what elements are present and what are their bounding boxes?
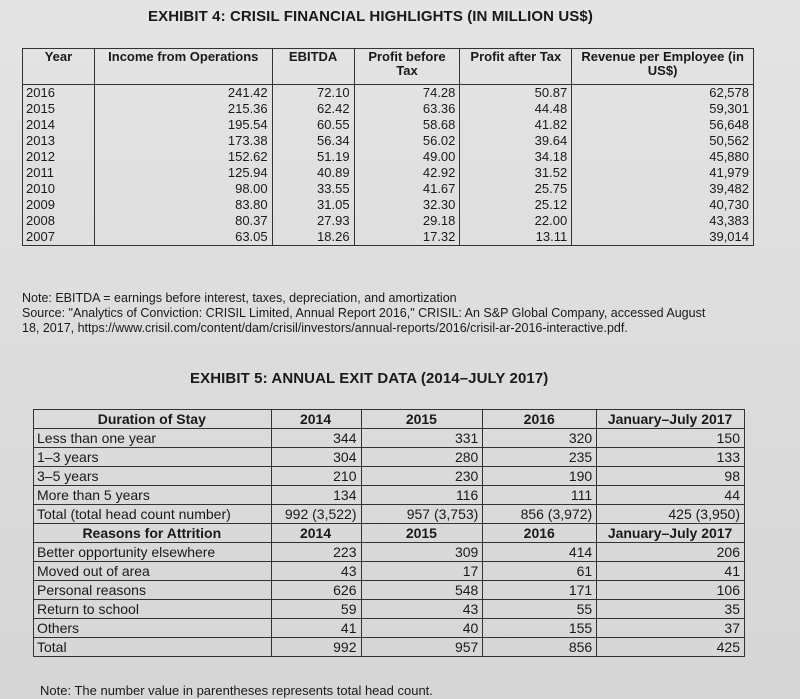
table-header-row [23, 49, 754, 85]
table-cell: 56.34 [272, 133, 354, 149]
table-cell: 34.18 [460, 149, 572, 165]
table-cell: 210 [271, 467, 361, 486]
table-cell: 155 [483, 619, 597, 638]
table-cell: 29.18 [354, 213, 460, 229]
table-cell: 230 [361, 467, 483, 486]
table-cell: 13.11 [460, 229, 572, 246]
source-note-line2: 18, 2017, https://www.crisil.com/content/dam/crisil/investors/annual-reports/2016/crisil-ar-2016-interactive.pdf. [22, 321, 628, 335]
table-cell: 150 [597, 429, 745, 448]
table-cell: 2016 [483, 410, 597, 429]
table-cell: 61 [483, 562, 597, 581]
table-cell: 56.02 [354, 133, 460, 149]
table-cell: 3–5 years [34, 467, 272, 486]
table-cell: 56,648 [572, 117, 754, 133]
table-cell: 80.37 [94, 213, 272, 229]
table-cell: 2010 [23, 181, 95, 197]
header-revenue-per-employee: Revenue per Employee (in US$) [572, 49, 754, 85]
table-cell: Less than one year [34, 429, 272, 448]
table-cell: 173.38 [94, 133, 272, 149]
table-cell: Moved out of area [34, 562, 272, 581]
table-cell: 2013 [23, 133, 95, 149]
table-cell: 106 [597, 581, 745, 600]
table-row [34, 543, 745, 562]
table-cell: 43 [271, 562, 361, 581]
table-cell: 45,880 [572, 149, 754, 165]
table-cell: 41.82 [460, 117, 572, 133]
table-cell: 22.00 [460, 213, 572, 229]
table-cell: 133 [597, 448, 745, 467]
table-cell: 957 (3,753) [361, 505, 483, 524]
header-pbt: Profit before Tax [354, 49, 460, 85]
table-cell: 344 [271, 429, 361, 448]
table-row [23, 149, 754, 165]
table-row [34, 448, 745, 467]
table-row [34, 429, 745, 448]
table-cell: Total [34, 638, 272, 657]
table-cell: 39.64 [460, 133, 572, 149]
table-cell: 2015 [361, 410, 483, 429]
table-cell: 62.42 [272, 101, 354, 117]
table-row [23, 165, 754, 181]
table-cell: 992 (3,522) [271, 505, 361, 524]
table-cell: 51.19 [272, 149, 354, 165]
table-cell: 548 [361, 581, 483, 600]
table-cell: Duration of Stay [34, 410, 272, 429]
table-cell: 241.42 [94, 85, 272, 102]
table-row [34, 505, 745, 524]
table-row [34, 600, 745, 619]
table-cell: 195.54 [94, 117, 272, 133]
table-cell: 25.12 [460, 197, 572, 213]
table-cell: Reasons for Attrition [34, 524, 272, 543]
table-row [34, 467, 745, 486]
exhibit5-title: EXHIBIT 5: ANNUAL EXIT DATA (2014–JULY 2017) [190, 370, 549, 387]
table-cell: 856 (3,972) [483, 505, 597, 524]
table-cell: 626 [271, 581, 361, 600]
table-cell: 25.75 [460, 181, 572, 197]
exit-data-table [33, 409, 745, 657]
table-cell: 83.80 [94, 197, 272, 213]
table-cell: 2007 [23, 229, 95, 246]
header-year: Year [23, 49, 95, 85]
duration-header-row [34, 410, 745, 429]
table-cell: 320 [483, 429, 597, 448]
table-cell: 304 [271, 448, 361, 467]
table-cell: January–July 2017 [597, 410, 745, 429]
header-income: Income from Operations [94, 49, 272, 85]
table-cell: Others [34, 619, 272, 638]
table-cell: 41 [597, 562, 745, 581]
table-cell: 42.92 [354, 165, 460, 181]
table-cell: 2014 [271, 410, 361, 429]
table-cell: 63.05 [94, 229, 272, 246]
table-cell: Better opportunity elsewhere [34, 543, 272, 562]
header-pat: Profit after Tax [460, 49, 572, 85]
table-cell: 2015 [361, 524, 483, 543]
table-row [23, 197, 754, 213]
table-row [23, 85, 754, 102]
table-cell: 190 [483, 467, 597, 486]
table-cell: 74.28 [354, 85, 460, 102]
table-cell: 39,014 [572, 229, 754, 246]
table-cell: 40,730 [572, 197, 754, 213]
table-cell: 2012 [23, 149, 95, 165]
table-cell: 223 [271, 543, 361, 562]
table-cell: 2016 [23, 85, 95, 102]
table-cell: 125.94 [94, 165, 272, 181]
table-cell: 50.87 [460, 85, 572, 102]
table-cell: 98.00 [94, 181, 272, 197]
table-cell: 856 [483, 638, 597, 657]
table-row [34, 619, 745, 638]
table-cell: 60.55 [272, 117, 354, 133]
table-cell: 55 [483, 600, 597, 619]
table-cell: 134 [271, 486, 361, 505]
table-cell: 2016 [483, 524, 597, 543]
table-cell: 280 [361, 448, 483, 467]
ebitda-note: Note: EBITDA = earnings before interest, taxes, depreciation, and amortization [22, 291, 457, 305]
table-cell: 37 [597, 619, 745, 638]
table-cell: 957 [361, 638, 483, 657]
header-ebitda: EBITDA [272, 49, 354, 85]
table-cell: 31.05 [272, 197, 354, 213]
table-row [23, 213, 754, 229]
table-cell: 2015 [23, 101, 95, 117]
table-cell: 49.00 [354, 149, 460, 165]
table-cell: 2009 [23, 197, 95, 213]
table-cell: 59 [271, 600, 361, 619]
table-cell: 43 [361, 600, 483, 619]
table-cell: 17 [361, 562, 483, 581]
table-cell: 2014 [23, 117, 95, 133]
table-cell: 309 [361, 543, 483, 562]
table-cell: 32.30 [354, 197, 460, 213]
table-cell: 2008 [23, 213, 95, 229]
table-cell: 235 [483, 448, 597, 467]
head-count-note: Note: The number value in parentheses represents total head count. [40, 683, 433, 698]
table-cell: 116 [361, 486, 483, 505]
table-cell: 2014 [271, 524, 361, 543]
table-cell: 31.52 [460, 165, 572, 181]
table-cell: 1–3 years [34, 448, 272, 467]
table-cell: More than 5 years [34, 486, 272, 505]
table-row [34, 581, 745, 600]
table-cell: 206 [597, 543, 745, 562]
table-cell: Total (total head count number) [34, 505, 272, 524]
table-cell: 33.55 [272, 181, 354, 197]
table-cell: 41 [271, 619, 361, 638]
table-cell: 2011 [23, 165, 95, 181]
table-cell: 215.36 [94, 101, 272, 117]
table-cell: 425 [597, 638, 745, 657]
table-row [23, 101, 754, 117]
exhibit4-title: EXHIBIT 4: CRISIL FINANCIAL HIGHLIGHTS (IN MILLION US$) [148, 8, 593, 25]
table-cell: 171 [483, 581, 597, 600]
table-cell: 992 [271, 638, 361, 657]
table-row [34, 486, 745, 505]
table-cell: 152.62 [94, 149, 272, 165]
table-cell: 59,301 [572, 101, 754, 117]
table-row [23, 229, 754, 246]
table-cell: Return to school [34, 600, 272, 619]
table-cell: 41,979 [572, 165, 754, 181]
table-cell: 41.67 [354, 181, 460, 197]
source-note-line1: Source: "Analytics of Conviction: CRISIL Limited, Annual Report 2016," CRISIL: An S&P Global Company, accessed August [22, 306, 706, 320]
table-cell: 50,562 [572, 133, 754, 149]
table-cell: 63.36 [354, 101, 460, 117]
table-cell: 40.89 [272, 165, 354, 181]
table-cell: 111 [483, 486, 597, 505]
table-cell: 72.10 [272, 85, 354, 102]
table-cell: 425 (3,950) [597, 505, 745, 524]
table-row [34, 638, 745, 657]
table-cell: 27.93 [272, 213, 354, 229]
table-cell: 43,383 [572, 213, 754, 229]
table-cell: 17.32 [354, 229, 460, 246]
table-cell: 98 [597, 467, 745, 486]
table-row [23, 117, 754, 133]
table-row [23, 133, 754, 149]
table-cell: 44 [597, 486, 745, 505]
table-cell: 62,578 [572, 85, 754, 102]
attrition-header-row [34, 524, 745, 543]
table-cell: 35 [597, 600, 745, 619]
table-cell: 44.48 [460, 101, 572, 117]
table-cell: 39,482 [572, 181, 754, 197]
table-cell: January–July 2017 [597, 524, 745, 543]
financial-highlights-table [22, 48, 754, 246]
table-cell: 331 [361, 429, 483, 448]
table-cell: 18.26 [272, 229, 354, 246]
table-cell: 58.68 [354, 117, 460, 133]
table-row [34, 562, 745, 581]
table-cell: Personal reasons [34, 581, 272, 600]
table-row [23, 181, 754, 197]
table-cell: 40 [361, 619, 483, 638]
table-cell: 414 [483, 543, 597, 562]
